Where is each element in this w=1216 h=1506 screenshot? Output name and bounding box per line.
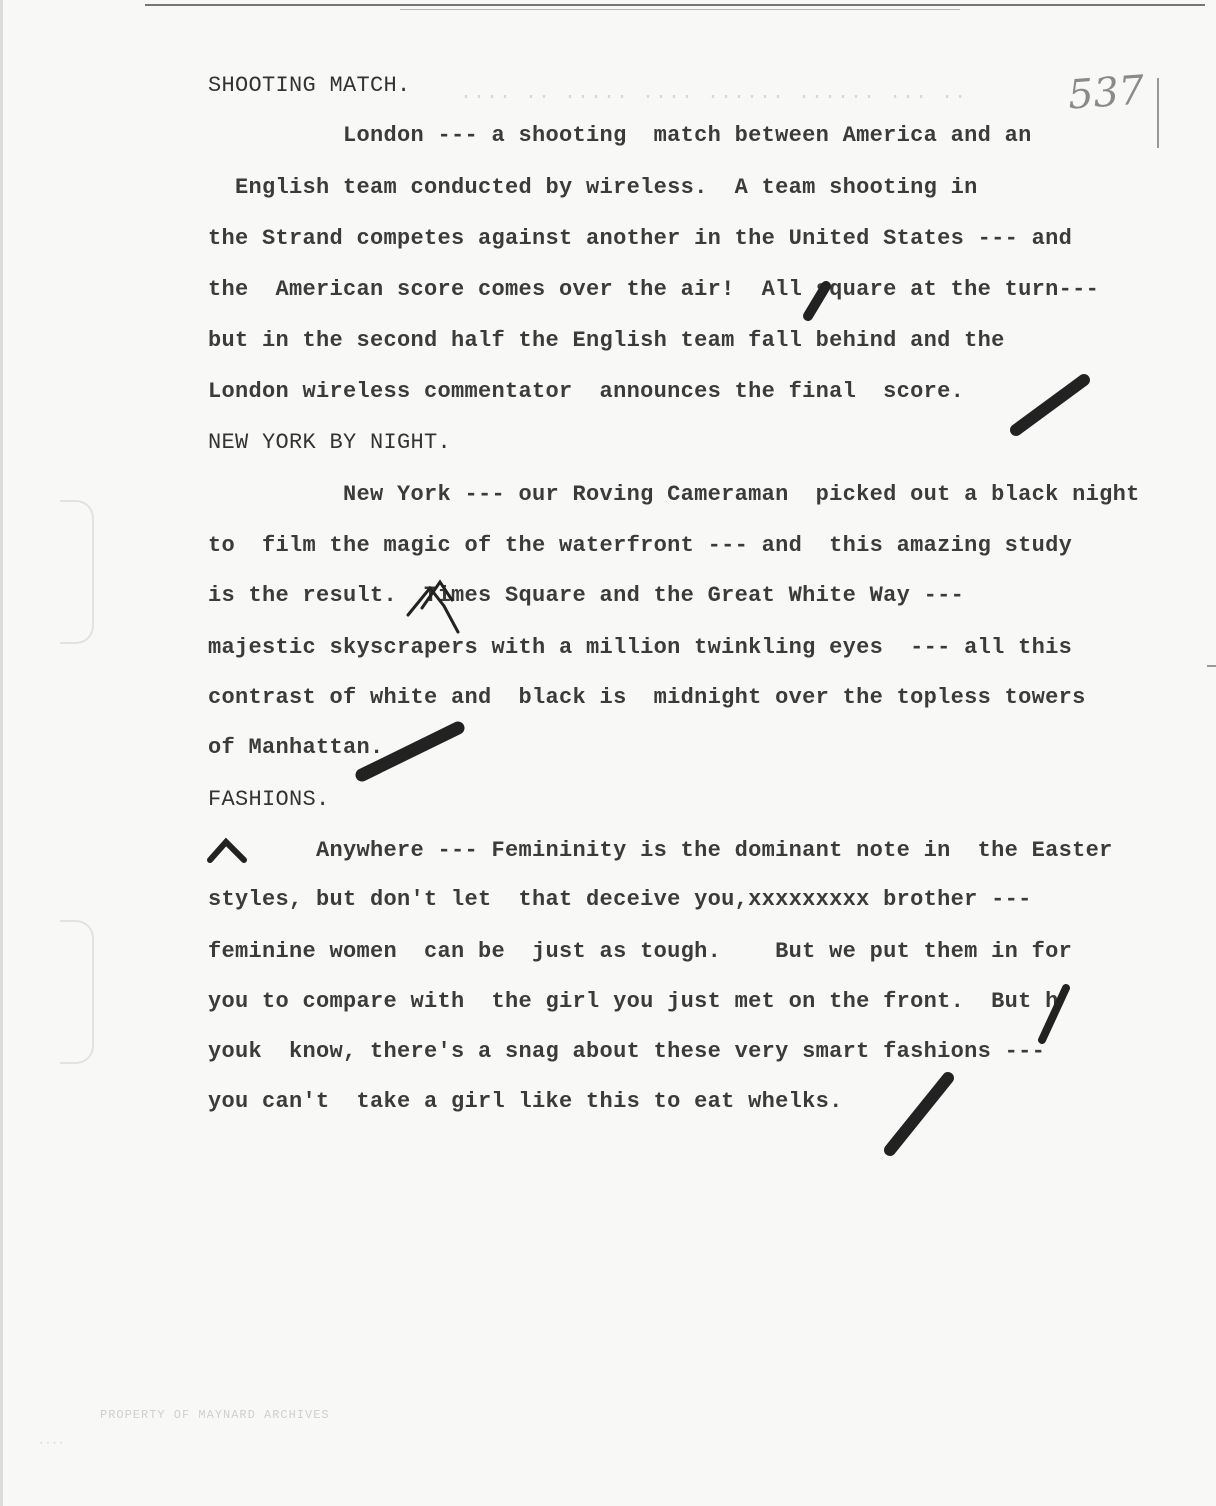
text-line: youk know, there's a snag about these very smart fashions --- <box>208 1039 1046 1064</box>
text-line: feminine women can be just as tough. But we put them in for <box>208 939 1073 964</box>
slash-mark-icon <box>1016 380 1084 430</box>
binder-tab-lower <box>60 920 94 1064</box>
text-line: is the result. Times Square and the Great White Way --- <box>208 583 965 608</box>
top-edge-line-faint <box>400 9 960 10</box>
heading-new-york-by-night: NEW YORK BY NIGHT. <box>208 430 452 455</box>
left-edge-shadow <box>0 0 3 1506</box>
text-line: styles, but don't let that deceive you,xxxxxxxxx brother --- <box>208 887 1032 912</box>
text-line: the Strand competes against another in the United States --- and <box>208 226 1073 251</box>
text-line: English team conducted by wireless. A team shooting in <box>208 175 978 200</box>
heading-fashions: FASHIONS. <box>208 787 330 812</box>
text-line: London wireless commentator announces the final score. <box>208 379 965 404</box>
text-line: majestic skyscrapers with a million twinkling eyes --- all this <box>208 635 1073 660</box>
archive-stamp-small: ···· <box>38 1438 65 1450</box>
text-line: London --- a shooting match between America and an <box>208 123 1032 148</box>
slash-mark-icon <box>890 1078 948 1150</box>
text-line: but in the second half the English team fall behind and the <box>208 328 1005 353</box>
handwritten-page-number: 537 <box>1066 67 1146 119</box>
binder-tab-upper <box>60 500 94 644</box>
archive-stamp: PROPERTY OF MAYNARD ARCHIVES <box>100 1408 330 1422</box>
text-line: you to compare with the girl you just met on the front. But h <box>208 989 1059 1014</box>
top-edge-line <box>145 4 1205 6</box>
text-line: New York --- our Roving Cameraman picked out a black night <box>208 482 1140 507</box>
text-line: the American score comes over the air! All square at the turn--- <box>208 277 1100 302</box>
text-line: Anywhere --- Femininity is the dominant note in the Easter <box>208 838 1113 863</box>
text-line: you can't take a girl like this to eat whelks. <box>208 1089 843 1114</box>
bleed-through-text: ···· ·· ····· ···· ······ ······ ··· ·· <box>460 86 968 109</box>
heading-shooting-match: SHOOTING MATCH. <box>208 73 411 98</box>
text-line: contrast of white and black is midnight over the topless towers <box>208 685 1086 710</box>
right-edge-mark <box>1207 665 1216 667</box>
text-line: of Manhattan. <box>208 735 384 760</box>
text-line: to film the magic of the waterfront --- and this amazing study <box>208 533 1073 558</box>
